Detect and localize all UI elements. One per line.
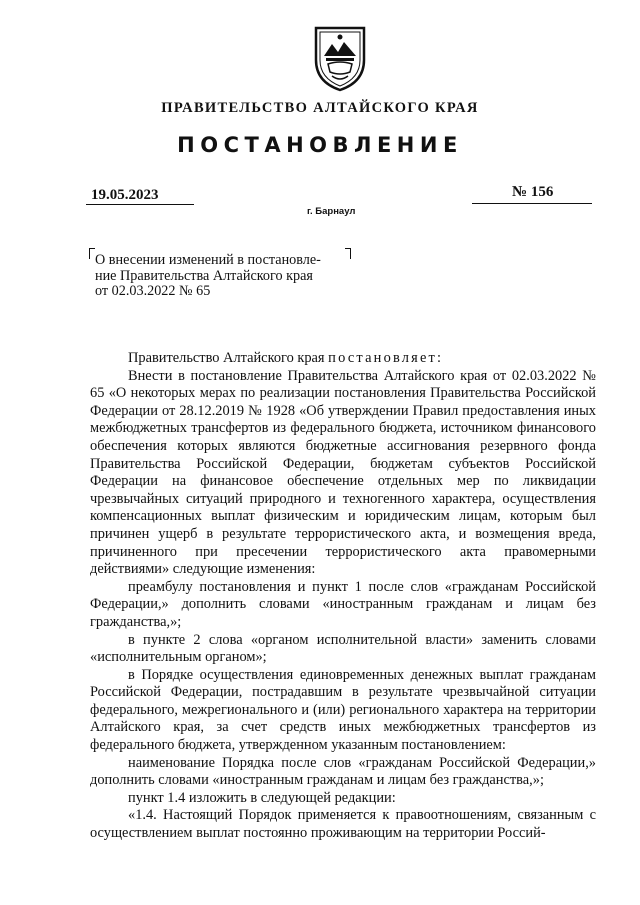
subject-line: ние Правительства Алтайского края: [95, 267, 313, 284]
subject-line: О внесении изменений в постановле-: [95, 252, 321, 268]
coat-of-arms-icon: [308, 20, 372, 92]
body-paragraph: пункт 1.4 изложить в следующей редакции:: [128, 789, 396, 806]
intro-paragraph: [90, 350, 596, 368]
decree-body: [90, 350, 596, 843]
body-paragraph: в пункте 2 слова «органом исполнительной власти» заменить словами «исполнительным органом»;: [90, 631, 596, 666]
number-underline: [472, 203, 592, 204]
government-name: ПРАВИТЕЛЬСТВО АЛТАЙСКОГО КРАЯ: [161, 100, 479, 116]
intro-verb: постановляет:: [328, 350, 444, 366]
date-underline: [86, 204, 194, 205]
body-paragraph: в Порядке осуществления единовременных денежных выплат гражданам Российской Федерации, пострадавшим в результате чрезвычайной ситуации федерального, межрегионального и (или) регионального характера на территории Алтайского края, за счет средств иных межбюджетных трансфертов из федерального бюджета, утвержденном указанным постановлением:: [90, 666, 596, 754]
body-paragraph: наименование Порядка после слов «гражданам Российской Федерации,» дополнить словами «иностранным гражданам и лицам без гражданства,»;: [90, 754, 596, 789]
decree-subject: [95, 253, 360, 300]
document-type: ПОСТАНОВЛЕНИЕ: [177, 133, 463, 157]
city-name: г. Барнаул: [307, 206, 356, 217]
subject-line: от 02.03.2022 № 65: [95, 283, 211, 299]
decree-number: № 156: [512, 184, 554, 200]
body-paragraph: преамбулу постановления и пункт 1 после слов «гражданам Российской Федерации,» дополнить словами «иностранным гражданам и лицам без гражданства,»;: [90, 578, 596, 630]
body-paragraph: «1.4. Настоящий Порядок применяется к правоотношениям, связанным с осуществлением выплат постоянно проживающим на территории Россий-: [90, 807, 596, 842]
decree-date: 19.05.2023: [91, 187, 159, 203]
intro-subject: Правительство Алтайского края: [128, 350, 325, 366]
body-paragraph: Внести в постановление Правительства Алтайского края от 02.03.2022 № 65 «О некоторых мерах по реализации постановления Правительства Российской Федерации от 28.12.2019 № 1928 «Об утверждении Правил предоставления иных межбюджетных трансфертов из федерального бюджета, источником финансового обеспечения которых являются бюджетные ассигнования резервного фонда Правительства Российской Федерации, бюджетам субъектов Российской Федерации на финансовое обеспечение отдельных мер по ликвидации чрезвычайных ситуаций природного и техногенного характера, осуществления компенсационных выплат физическим и юридическим лицам, которым был причинен ущерб в результате террористического акта, и возмещения вреда, причиненного при пресечении террористического акта правомерными действиями» следующие изменения:: [90, 367, 596, 578]
